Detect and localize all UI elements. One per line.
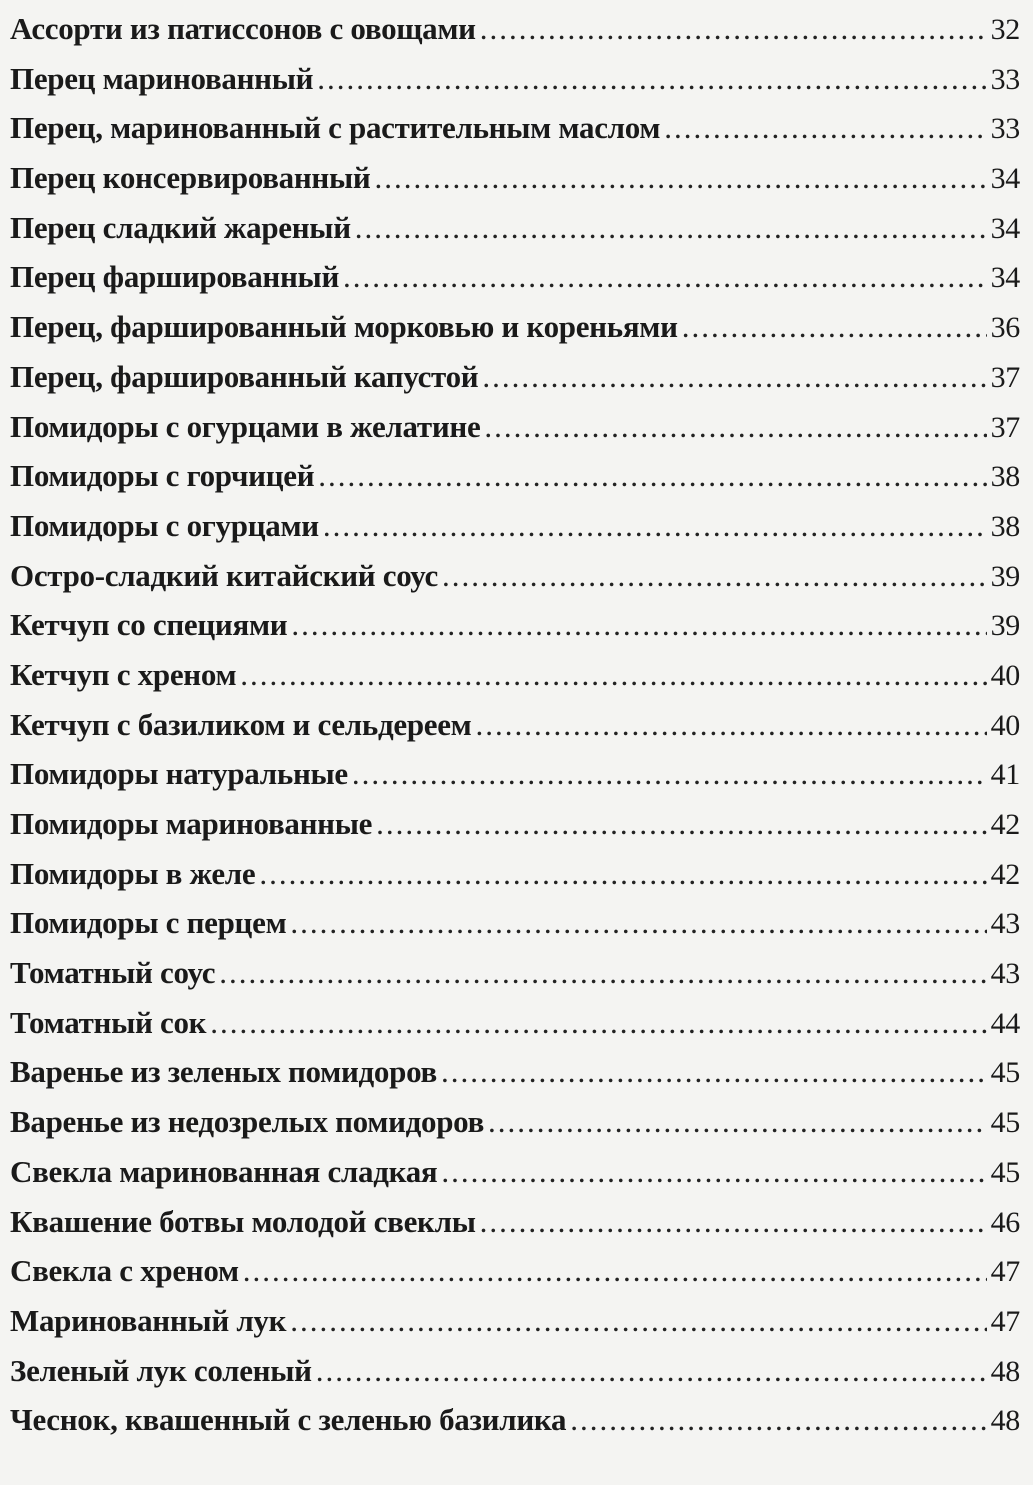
entry-title: Помидоры с огурцами в желатине [10, 408, 481, 444]
toc-entry [10, 1047, 1020, 1097]
dot-leader [290, 898, 986, 948]
entry-title: Ассорти из патиссонов с овощами [10, 11, 476, 46]
entry-page-number: 48 [990, 1404, 1020, 1438]
dot-leader [476, 700, 987, 750]
entry-title: Томатный сок [10, 1004, 207, 1040]
entry-title: Перец маринованный [10, 60, 314, 96]
dot-leader [442, 551, 987, 601]
toc-entry [10, 54, 1020, 104]
dot-leader [259, 849, 986, 899]
entry-title: Квашение ботвы молодой свеклы [10, 1203, 476, 1239]
toc-entry [10, 451, 1020, 501]
entry-page-number: 47 [990, 1255, 1020, 1289]
dot-leader [488, 1097, 987, 1147]
toc-entry [10, 1346, 1020, 1396]
dot-leader [480, 4, 987, 54]
entry-title: Маринованный лук [10, 1302, 287, 1338]
toc-entry [10, 700, 1020, 750]
entry-title: Варенье из зеленых помидоров [10, 1054, 437, 1090]
entry-page-number: 37 [990, 410, 1020, 444]
entry-page-number: 38 [990, 509, 1020, 543]
dot-leader [219, 948, 986, 998]
entry-title: Помидоры с перцем [10, 905, 287, 941]
toc-entry [10, 1147, 1020, 1197]
entry-page-number: 34 [990, 261, 1020, 295]
entry-title: Перец, фаршированный морковью и кореньями [10, 309, 678, 345]
toc-entry [10, 103, 1020, 153]
dot-leader [291, 600, 986, 650]
entry-title: Остро-сладкий китайский соус [10, 557, 438, 593]
entry-title: Помидоры с горчицей [10, 458, 315, 494]
entry-title: Зеленый лук соленый [10, 1352, 312, 1388]
toc-entry [10, 4, 1020, 54]
toc-entry [10, 1246, 1020, 1296]
entry-page-number: 42 [990, 808, 1020, 841]
dot-leader [484, 402, 986, 452]
toc-entry [10, 1097, 1020, 1147]
toc-entry [10, 799, 1020, 849]
toc-entry [10, 948, 1020, 998]
dot-leader [243, 1246, 987, 1296]
entry-page-number: 42 [990, 857, 1020, 891]
entry-page-number: 38 [990, 460, 1020, 494]
entry-page-number: 39 [990, 559, 1020, 593]
toc-entry [10, 1395, 1020, 1445]
toc-entry [10, 252, 1020, 302]
dot-leader [682, 302, 987, 352]
toc-entry [10, 1197, 1020, 1247]
entry-title: Свекла с хреном [10, 1253, 239, 1289]
entry-page-number: 39 [990, 609, 1020, 643]
dot-leader [240, 650, 986, 700]
entry-page-number: 40 [990, 708, 1020, 742]
entry-page-number: 43 [990, 957, 1020, 991]
dot-leader [441, 1147, 986, 1197]
dot-leader [441, 1047, 987, 1097]
dot-leader [343, 252, 987, 302]
entry-title: Томатный соус [10, 955, 216, 991]
toc-entry [10, 749, 1020, 799]
dot-leader [318, 451, 986, 501]
dot-leader [482, 352, 986, 402]
entry-page-number: 44 [990, 1006, 1020, 1040]
entry-title: Помидоры с огурцами [10, 507, 319, 543]
dot-leader [317, 54, 986, 104]
entry-page-number: 43 [990, 907, 1020, 941]
entry-page-number: 34 [990, 162, 1020, 196]
entry-title: Помидоры маринованные [10, 806, 373, 841]
entry-title: Перец фаршированный [10, 259, 340, 295]
entry-title: Перец, маринованный с растительным маслом [10, 110, 661, 146]
entry-title: Кетчуп со специями [10, 607, 288, 643]
entry-page-number: 40 [990, 658, 1020, 692]
entry-title: Чеснок, квашенный с зеленью базилика [10, 1402, 567, 1438]
toc-entry [10, 998, 1020, 1048]
toc-entry [10, 203, 1020, 253]
entry-title: Помидоры в желе [10, 855, 256, 891]
dot-leader [290, 1296, 986, 1346]
dot-leader [355, 203, 987, 253]
entry-page-number: 37 [990, 360, 1020, 394]
toc-entry [10, 153, 1020, 203]
entry-page-number: 36 [990, 311, 1020, 345]
entry-page-number: 47 [990, 1304, 1020, 1338]
entry-title: Свекла маринованная сладкая [10, 1153, 438, 1189]
entry-page-number: 48 [990, 1354, 1020, 1388]
entry-page-number: 45 [990, 1106, 1020, 1140]
entry-page-number: 45 [990, 1155, 1020, 1189]
entry-title: Помидоры натуральные [10, 756, 348, 792]
toc-entry [10, 551, 1020, 601]
toc-entry [10, 600, 1020, 650]
entry-title: Перец, фаршированный капустой [10, 358, 479, 394]
table-of-contents [10, 4, 1020, 1445]
toc-entry [10, 849, 1020, 899]
dot-leader [210, 998, 986, 1048]
toc-entry [10, 402, 1020, 452]
entry-page-number: 34 [990, 211, 1020, 245]
entry-title: Перец консервированный [10, 160, 371, 196]
entry-title: Перец сладкий жареный [10, 209, 351, 245]
dot-leader [316, 1346, 987, 1396]
toc-entry [10, 650, 1020, 700]
entry-page-number: 33 [990, 112, 1020, 146]
entry-page-number: 45 [990, 1056, 1020, 1090]
toc-entry [10, 302, 1020, 352]
entry-page-number: 32 [990, 13, 1020, 46]
dot-leader [480, 1197, 987, 1247]
dot-leader [374, 153, 986, 203]
toc-entry [10, 352, 1020, 402]
entry-page-number: 33 [990, 62, 1020, 96]
dot-leader [570, 1395, 986, 1445]
dot-leader [323, 501, 987, 551]
dot-leader [664, 103, 986, 153]
dot-leader [376, 799, 986, 849]
entry-title: Варенье из недозрелых помидоров [10, 1104, 485, 1140]
entry-page-number: 46 [990, 1205, 1020, 1239]
entry-title: Кетчуп с хреном [10, 656, 237, 692]
toc-entry [10, 898, 1020, 948]
toc-entry [10, 501, 1020, 551]
entry-title: Кетчуп с базиликом и сельдереем [10, 706, 472, 742]
entry-page-number: 41 [990, 758, 1020, 792]
dot-leader [352, 749, 987, 799]
toc-entry [10, 1296, 1020, 1346]
